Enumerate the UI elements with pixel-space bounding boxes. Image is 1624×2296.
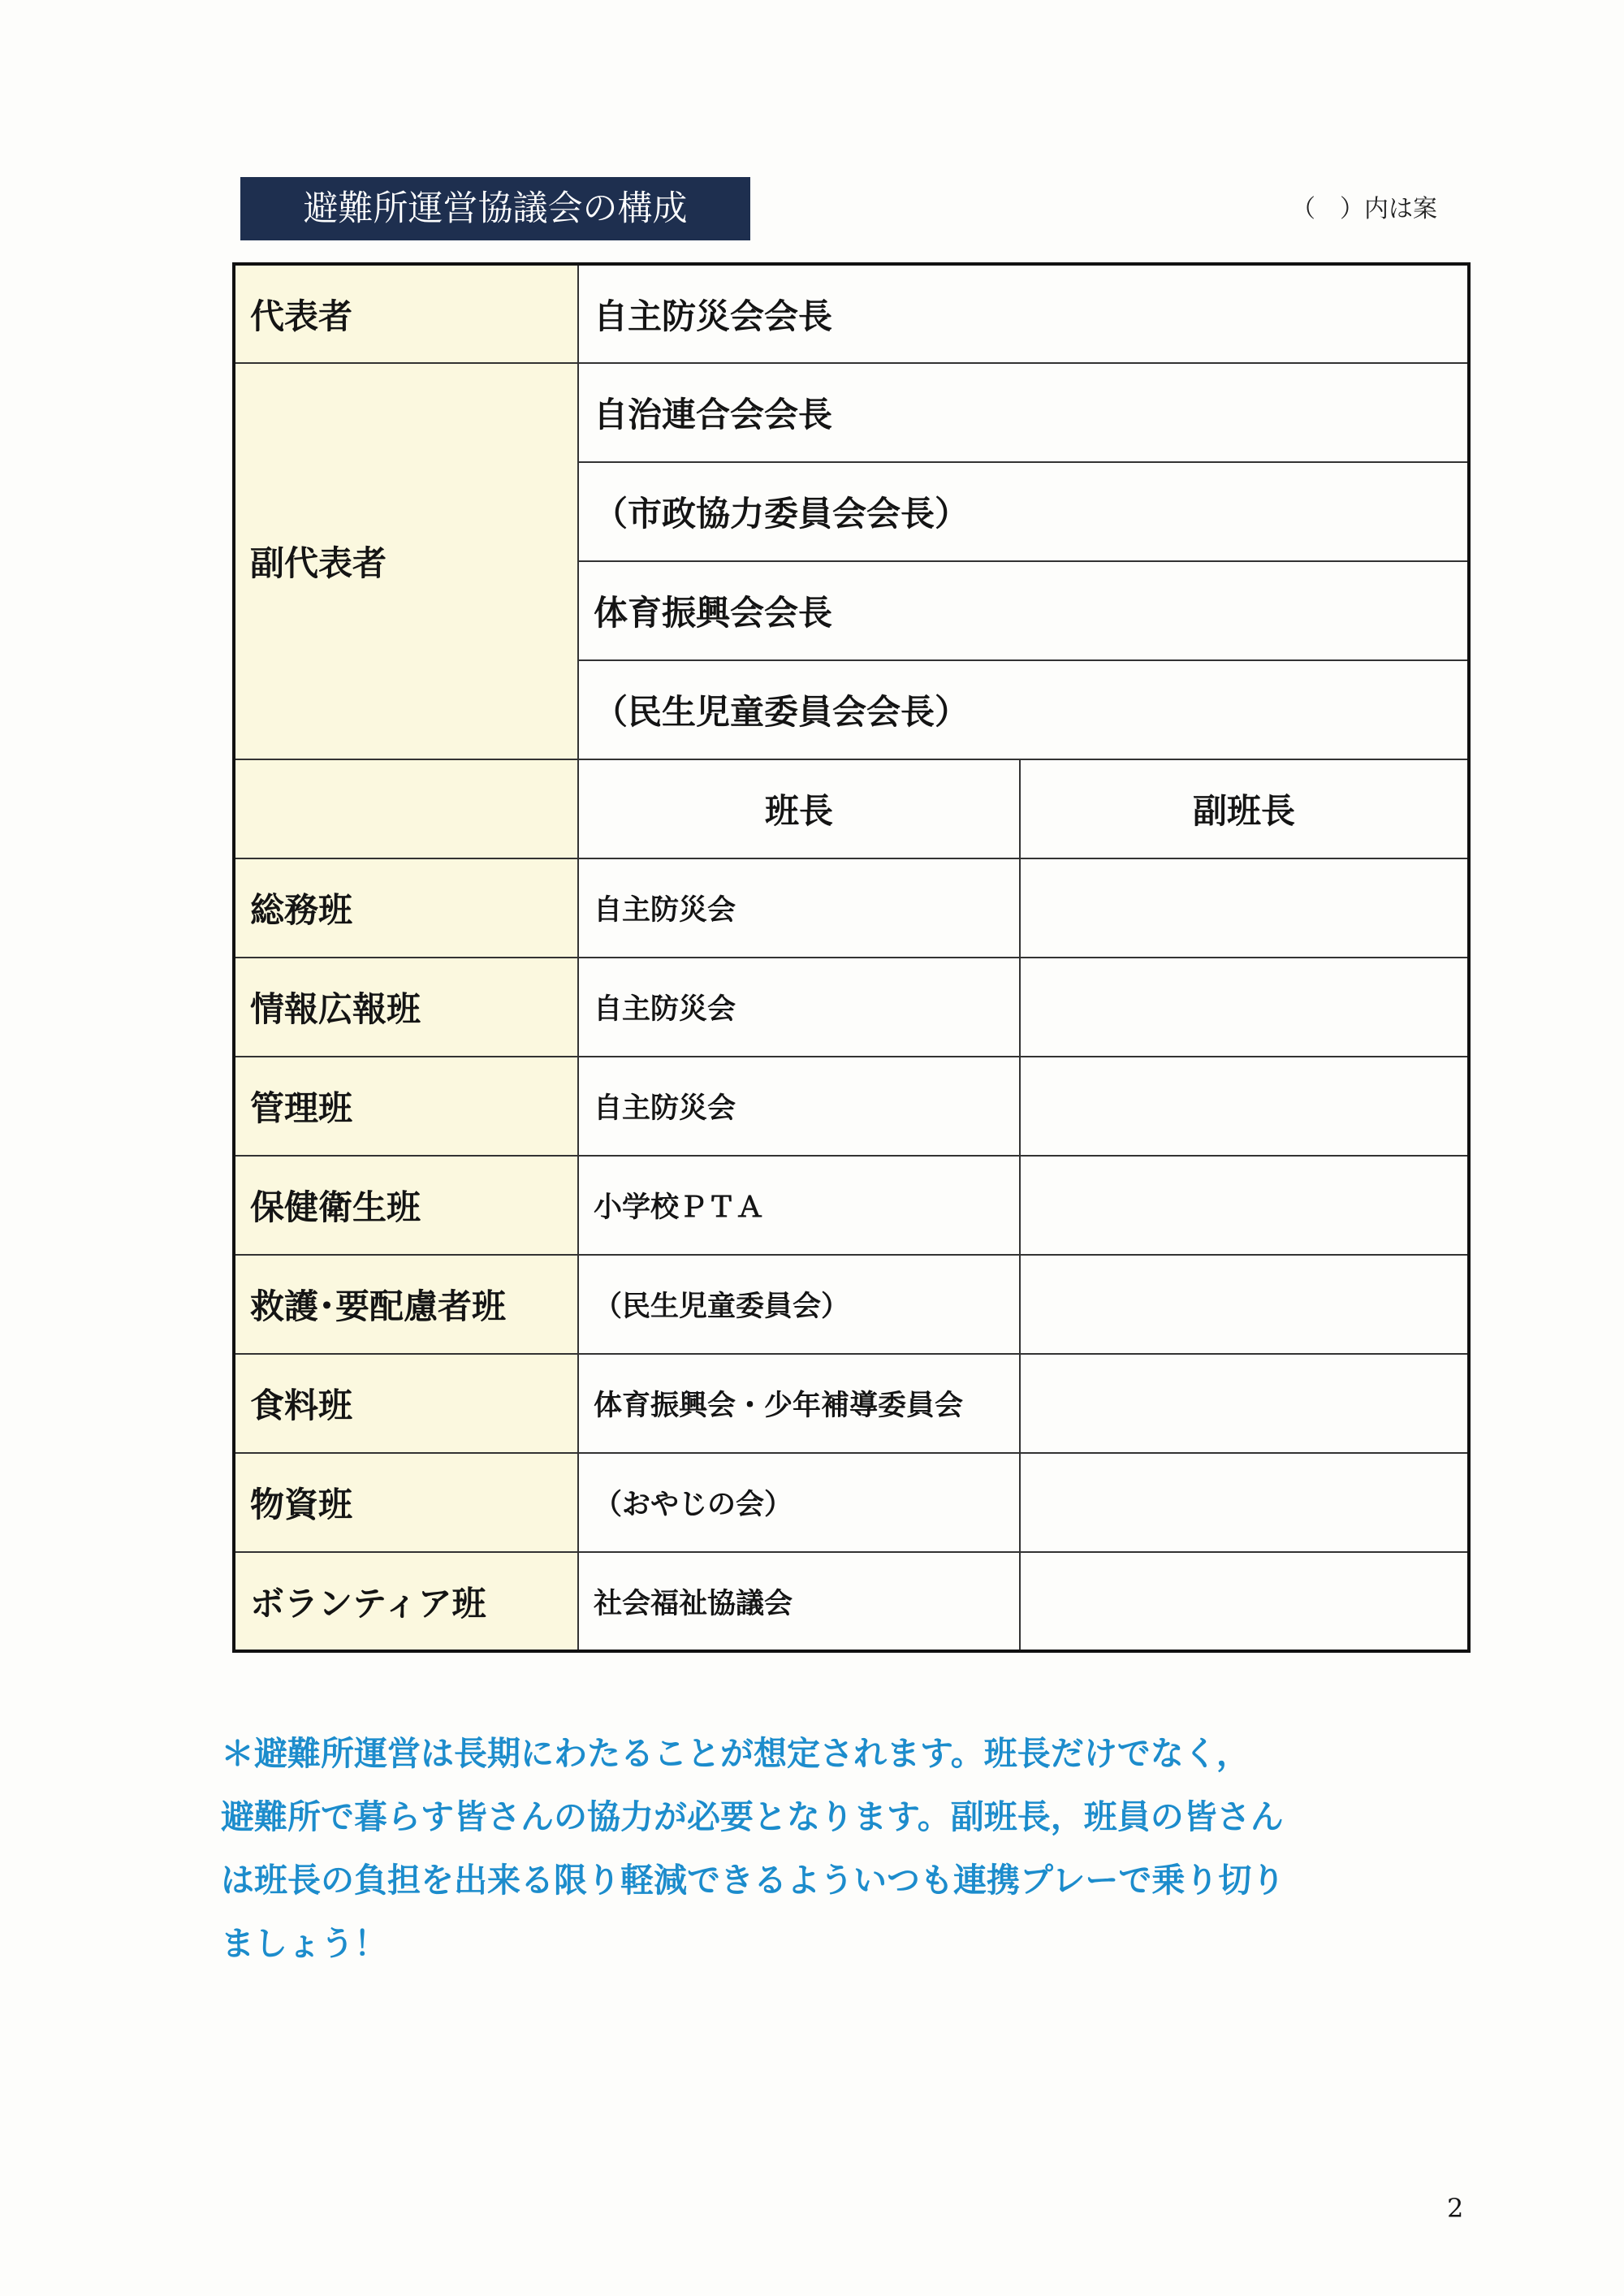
- team-row: [234, 1057, 1469, 1156]
- representative-value: 自主防災会会長: [578, 264, 1469, 363]
- team-leader: 自主防災会: [578, 858, 1020, 958]
- team-row: [234, 858, 1469, 958]
- footer-line: は班長の負担を出来る限り軽減できるよういつも連携プレーで乗り切り: [221, 1861, 1285, 1900]
- team-leader: （おやじの会）: [578, 1453, 1020, 1552]
- team-row: [234, 1552, 1469, 1651]
- team-leader: 自主防災会: [578, 958, 1020, 1057]
- team-subleader: [1020, 1453, 1469, 1552]
- council-table: [232, 262, 1471, 1653]
- team-subleader: [1020, 858, 1469, 958]
- team-leader: 社会福祉協議会: [578, 1552, 1020, 1651]
- team-row: [234, 1354, 1469, 1453]
- vice-label: 副代表者: [234, 363, 578, 759]
- representative-row: [234, 264, 1469, 363]
- vice-value: （民生児童委員会会長）: [578, 660, 1469, 759]
- page-number: 2: [1447, 2193, 1464, 2224]
- team-subleader: [1020, 1156, 1469, 1255]
- team-row: [234, 1255, 1469, 1354]
- team-name: ボランティア班: [234, 1552, 578, 1651]
- team-leader: 小学校ＰＴＡ: [578, 1156, 1020, 1255]
- team-row: [234, 1156, 1469, 1255]
- vice-row: [234, 363, 1469, 462]
- team-subleader: [1020, 1354, 1469, 1453]
- team-name: 保健衛生班: [234, 1156, 578, 1255]
- footer-line: ましょう！: [221, 1924, 387, 1963]
- team-subleader: [1020, 1057, 1469, 1156]
- representative-label: 代表者: [234, 264, 578, 363]
- team-leader: （民生児童委員会）: [578, 1255, 1020, 1354]
- team-row: [234, 1453, 1469, 1552]
- team-name: 食料班: [234, 1354, 578, 1453]
- team-name: 救護･要配慮者班: [234, 1255, 578, 1354]
- vice-value: 体育振興会会長: [578, 561, 1469, 660]
- team-name: 総務班: [234, 858, 578, 958]
- team-row: [234, 958, 1469, 1057]
- team-name: 情報広報班: [234, 958, 578, 1057]
- leader-header: 班長: [578, 759, 1020, 858]
- footer-line: 避難所で暮らす皆さんの協力が必要となります。副班長，班員の皆さん: [221, 1797, 1284, 1836]
- note-proposal: （ ）内は案: [1291, 195, 1437, 223]
- vice-value: 自治連合会会長: [578, 363, 1469, 462]
- header-blank: [234, 759, 578, 858]
- footer-message: [221, 1722, 1471, 1975]
- team-name: 物資班: [234, 1453, 578, 1552]
- team-subleader: [1020, 1255, 1469, 1354]
- footer-line: ＊避難所運営は長期にわたることが想定されます。班長だけでなく，: [221, 1734, 1250, 1773]
- team-name: 管理班: [234, 1057, 578, 1156]
- team-leader: 自主防災会: [578, 1057, 1020, 1156]
- team-leader: 体育振興会・少年補導委員会: [578, 1354, 1020, 1453]
- vice-value: （市政協力委員会会長）: [578, 462, 1469, 561]
- team-subleader: [1020, 958, 1469, 1057]
- subleader-header: 副班長: [1020, 759, 1469, 858]
- section-title: 避難所運営協議会の構成: [240, 177, 750, 240]
- team-subleader: [1020, 1552, 1469, 1651]
- column-header-row: [234, 759, 1469, 858]
